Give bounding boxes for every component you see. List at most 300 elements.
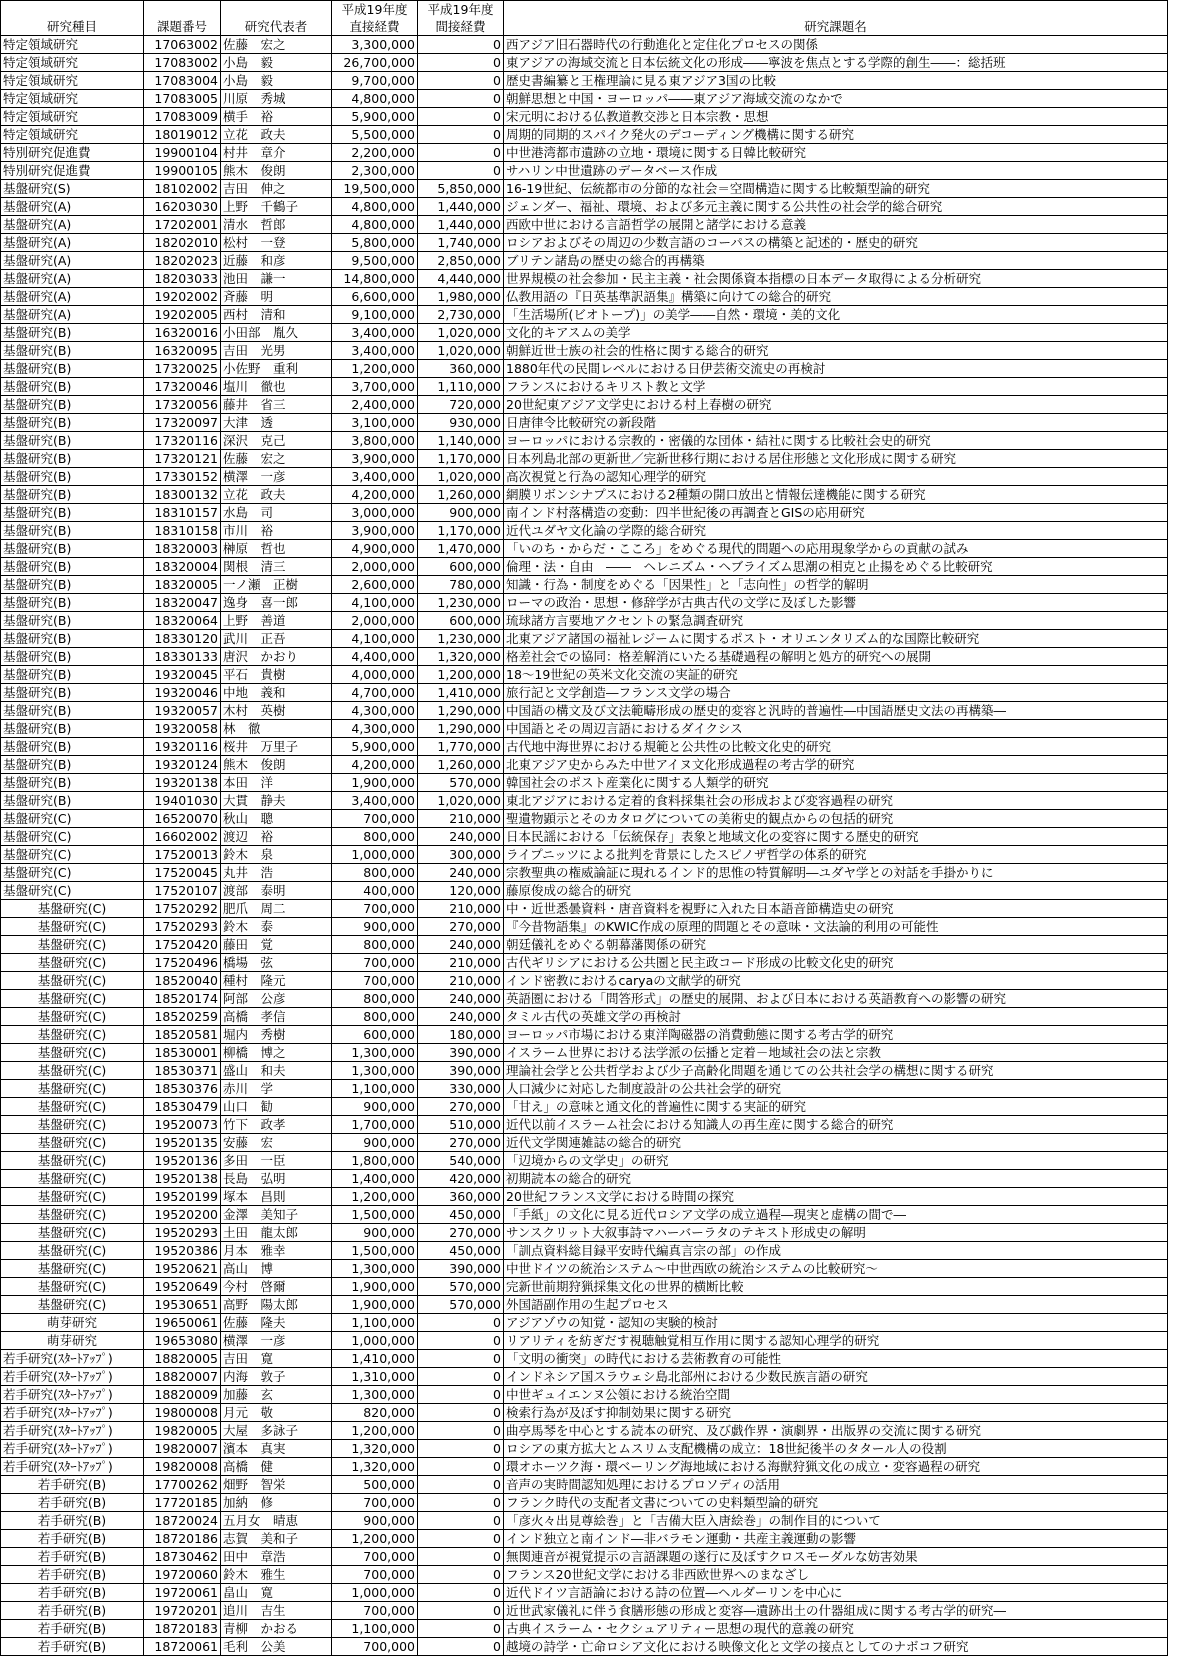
- direct-cost-cell: 1,700,000: [332, 1116, 418, 1134]
- pi-cell: 青柳 かおる: [221, 1620, 332, 1638]
- direct-cost-cell: 1,800,000: [332, 1152, 418, 1170]
- code-cell: 17320121: [144, 450, 221, 468]
- table-row: [1, 1296, 1168, 1314]
- category-cell: 基盤研究(B): [1, 558, 144, 576]
- direct-cost-cell: 700,000: [332, 1548, 418, 1566]
- direct-cost-cell: 9,500,000: [332, 252, 418, 270]
- category-cell: 若手研究(ｽﾀｰﾄｱｯﾌﾟ): [1, 1350, 144, 1368]
- pi-cell: 佐藤 宏之: [221, 450, 332, 468]
- direct-cost-cell: 4,700,000: [332, 684, 418, 702]
- category-cell: 若手研究(B): [1, 1548, 144, 1566]
- pi-cell: 近藤 和彦: [221, 252, 332, 270]
- table-row: [1, 666, 1168, 684]
- indirect-cost-cell: 1,260,000: [418, 486, 504, 504]
- table-row: [1, 252, 1168, 270]
- category-cell: 基盤研究(C): [1, 1062, 144, 1080]
- table-row: [1, 306, 1168, 324]
- title-cell: ロシアおよびその周辺の少数言語のコーパスの構築と記述的・歴史的研究: [504, 234, 1168, 252]
- indirect-cost-cell: 270,000: [418, 1134, 504, 1152]
- indirect-cost-cell: 390,000: [418, 1044, 504, 1062]
- indirect-cost-cell: 510,000: [418, 1116, 504, 1134]
- code-cell: 18320004: [144, 558, 221, 576]
- title-cell: 16-19世紀、伝統都市の分節的な社会＝空間構造に関する比較類型論的研究: [504, 180, 1168, 198]
- table-row: [1, 558, 1168, 576]
- code-cell: 19820007: [144, 1440, 221, 1458]
- table-row: [1, 162, 1168, 180]
- direct-cost-cell: 700,000: [332, 1602, 418, 1620]
- category-cell: 基盤研究(C): [1, 1098, 144, 1116]
- table-row: [1, 108, 1168, 126]
- code-cell: 19520136: [144, 1152, 221, 1170]
- indirect-cost-cell: 0: [418, 1566, 504, 1584]
- table-row: [1, 774, 1168, 792]
- code-cell: 19520073: [144, 1116, 221, 1134]
- direct-cost-cell: 600,000: [332, 1026, 418, 1044]
- direct-cost-cell: 1,300,000: [332, 1062, 418, 1080]
- indirect-cost-cell: 930,000: [418, 414, 504, 432]
- table-row: [1, 414, 1168, 432]
- pi-cell: 盛山 和夫: [221, 1062, 332, 1080]
- title-cell: 20世紀フランス文学における時間の探究: [504, 1188, 1168, 1206]
- pi-cell: 肥爪 周二: [221, 900, 332, 918]
- indirect-cost-cell: 0: [418, 1548, 504, 1566]
- indirect-cost-cell: 210,000: [418, 972, 504, 990]
- category-cell: 基盤研究(C): [1, 846, 144, 864]
- indirect-cost-cell: 780,000: [418, 576, 504, 594]
- table-body: [1, 36, 1168, 1656]
- direct-cost-cell: 800,000: [332, 864, 418, 882]
- indirect-cost-cell: 240,000: [418, 990, 504, 1008]
- direct-cost-cell: 2,200,000: [332, 144, 418, 162]
- pi-cell: 多田 一臣: [221, 1152, 332, 1170]
- table-row: [1, 1566, 1168, 1584]
- pi-cell: 月元 敬: [221, 1404, 332, 1422]
- direct-cost-cell: 2,400,000: [332, 396, 418, 414]
- table-row: [1, 288, 1168, 306]
- direct-cost-cell: 3,700,000: [332, 378, 418, 396]
- code-cell: 16320095: [144, 342, 221, 360]
- category-cell: 若手研究(ｽﾀｰﾄｱｯﾌﾟ): [1, 1404, 144, 1422]
- direct-cost-cell: 800,000: [332, 828, 418, 846]
- pi-cell: 畠山 寛: [221, 1584, 332, 1602]
- title-cell: 近代以前イスラーム社会における知識人の再生産に関する総合的研究: [504, 1116, 1168, 1134]
- pi-cell: 小島 毅: [221, 72, 332, 90]
- category-cell: 若手研究(B): [1, 1494, 144, 1512]
- pi-cell: 大津 透: [221, 414, 332, 432]
- header-row-1: [1, 1, 1168, 19]
- table-row: [1, 1440, 1168, 1458]
- category-cell: 若手研究(ｽﾀｰﾄｱｯﾌﾟ): [1, 1458, 144, 1476]
- indirect-cost-cell: 210,000: [418, 900, 504, 918]
- code-cell: 19520386: [144, 1242, 221, 1260]
- code-cell: 19530651: [144, 1296, 221, 1314]
- header-code-top: [144, 1, 221, 19]
- indirect-cost-cell: 0: [418, 1332, 504, 1350]
- direct-cost-cell: 700,000: [332, 900, 418, 918]
- title-cell: ライプニッツによる批判を背景にしたスピノザ哲学の体系的研究: [504, 846, 1168, 864]
- code-cell: 19202002: [144, 288, 221, 306]
- table-row: [1, 810, 1168, 828]
- table-row: [1, 522, 1168, 540]
- title-cell: 古典イスラーム・セクシュアリティー思想の現代的意義の研究: [504, 1620, 1168, 1638]
- pi-cell: 唐沢 かおり: [221, 648, 332, 666]
- category-cell: 基盤研究(B): [1, 594, 144, 612]
- direct-cost-cell: 5,900,000: [332, 108, 418, 126]
- indirect-cost-cell: 0: [418, 1602, 504, 1620]
- code-cell: 17520292: [144, 900, 221, 918]
- title-cell: 20世紀東アジア文学史における村上春樹の研究: [504, 396, 1168, 414]
- table-row: [1, 180, 1168, 198]
- category-cell: 基盤研究(B): [1, 378, 144, 396]
- code-cell: 18202010: [144, 234, 221, 252]
- category-cell: 基盤研究(B): [1, 738, 144, 756]
- direct-cost-cell: 5,800,000: [332, 234, 418, 252]
- code-cell: 18310157: [144, 504, 221, 522]
- category-cell: 基盤研究(B): [1, 666, 144, 684]
- table-row: [1, 54, 1168, 72]
- table-row: [1, 126, 1168, 144]
- indirect-cost-cell: 0: [418, 1638, 504, 1656]
- indirect-cost-cell: 1,140,000: [418, 432, 504, 450]
- indirect-cost-cell: 1,320,000: [418, 648, 504, 666]
- title-cell: ローマの政治・思想・修辞学が古典古代の文学に及ぼした影響: [504, 594, 1168, 612]
- direct-cost-cell: 26,700,000: [332, 54, 418, 72]
- category-cell: 基盤研究(B): [1, 720, 144, 738]
- pi-cell: 吉田 寛: [221, 1350, 332, 1368]
- pi-cell: 榊原 哲也: [221, 540, 332, 558]
- pi-cell: 池田 謙一: [221, 270, 332, 288]
- table-row: [1, 72, 1168, 90]
- title-cell: 環オホーツク海・環ベーリング海地域における海獣狩猟文化の成立・変容過程の研究: [504, 1458, 1168, 1476]
- pi-cell: 木村 英樹: [221, 702, 332, 720]
- title-cell: 古代地中海世界における規範と公共性の比較文化史的研究: [504, 738, 1168, 756]
- code-cell: 19520621: [144, 1260, 221, 1278]
- code-cell: 17320046: [144, 378, 221, 396]
- category-cell: 基盤研究(C): [1, 1134, 144, 1152]
- code-cell: 17320025: [144, 360, 221, 378]
- pi-cell: 柳橋 博之: [221, 1044, 332, 1062]
- table-row: [1, 1458, 1168, 1476]
- code-cell: 18530371: [144, 1062, 221, 1080]
- indirect-cost-cell: 300,000: [418, 846, 504, 864]
- direct-cost-cell: 3,800,000: [332, 432, 418, 450]
- category-cell: 基盤研究(B): [1, 576, 144, 594]
- category-cell: 基盤研究(C): [1, 1206, 144, 1224]
- code-cell: 19800008: [144, 1404, 221, 1422]
- pi-cell: 追川 吉生: [221, 1602, 332, 1620]
- table-row: [1, 198, 1168, 216]
- indirect-cost-cell: 120,000: [418, 882, 504, 900]
- pi-cell: 長島 弘明: [221, 1170, 332, 1188]
- pi-cell: 林 徹: [221, 720, 332, 738]
- indirect-cost-cell: 0: [418, 1476, 504, 1494]
- category-cell: 基盤研究(C): [1, 1296, 144, 1314]
- code-cell: 19520200: [144, 1206, 221, 1224]
- table-row: [1, 234, 1168, 252]
- pi-cell: 横澤 一彦: [221, 468, 332, 486]
- title-cell: 近代ドイツ言語論における詩の位置―ヘルダーリンを中心に: [504, 1584, 1168, 1602]
- direct-cost-cell: 1,310,000: [332, 1368, 418, 1386]
- indirect-cost-cell: 570,000: [418, 1296, 504, 1314]
- direct-cost-cell: 14,800,000: [332, 270, 418, 288]
- pi-cell: 鈴木 雅生: [221, 1566, 332, 1584]
- title-cell: 歴史書編纂と王権理論に見る東アジア3国の比較: [504, 72, 1168, 90]
- category-cell: 基盤研究(C): [1, 990, 144, 1008]
- indirect-cost-cell: 0: [418, 1512, 504, 1530]
- title-cell: 越境の詩学・亡命ロシア文化における映像文化と文学の接点としてのナボコフ研究: [504, 1638, 1168, 1656]
- pi-cell: 渡辺 裕: [221, 828, 332, 846]
- title-cell: 日本民謡における「伝統保存」表象と地域文化の変容に関する歴史的研究: [504, 828, 1168, 846]
- direct-cost-cell: 1,900,000: [332, 1296, 418, 1314]
- pi-cell: 畑野 智栄: [221, 1476, 332, 1494]
- code-cell: 18203033: [144, 270, 221, 288]
- indirect-cost-cell: 360,000: [418, 360, 504, 378]
- title-cell: 音声の実時間認知処理におけるプロソディの活用: [504, 1476, 1168, 1494]
- pi-cell: 月本 雅幸: [221, 1242, 332, 1260]
- table-row: [1, 216, 1168, 234]
- code-cell: 19401030: [144, 792, 221, 810]
- code-cell: 19720061: [144, 1584, 221, 1602]
- pi-cell: 安藤 宏: [221, 1134, 332, 1152]
- table-row: [1, 720, 1168, 738]
- category-cell: 萌芽研究: [1, 1314, 144, 1332]
- indirect-cost-cell: 1,440,000: [418, 216, 504, 234]
- category-cell: 基盤研究(B): [1, 396, 144, 414]
- category-cell: 基盤研究(C): [1, 1152, 144, 1170]
- title-cell: 1880年代の民間レベルにおける日伊芸術交流史の再検討: [504, 360, 1168, 378]
- category-cell: 基盤研究(B): [1, 774, 144, 792]
- pi-cell: 小島 毅: [221, 54, 332, 72]
- code-cell: 17083009: [144, 108, 221, 126]
- code-cell: 18520174: [144, 990, 221, 1008]
- table-row: [1, 864, 1168, 882]
- category-cell: 基盤研究(C): [1, 1224, 144, 1242]
- category-cell: 若手研究(B): [1, 1512, 144, 1530]
- indirect-cost-cell: 360,000: [418, 1188, 504, 1206]
- pi-cell: 金澤 美知子: [221, 1206, 332, 1224]
- indirect-cost-cell: 1,230,000: [418, 594, 504, 612]
- table-row: [1, 36, 1168, 54]
- indirect-cost-cell: 390,000: [418, 1260, 504, 1278]
- category-cell: 特定領域研究: [1, 54, 144, 72]
- indirect-cost-cell: 450,000: [418, 1206, 504, 1224]
- table-row: [1, 1008, 1168, 1026]
- table-row: [1, 450, 1168, 468]
- title-cell: 藤原俊成の総合的研究: [504, 882, 1168, 900]
- table-row: [1, 648, 1168, 666]
- category-cell: 基盤研究(B): [1, 540, 144, 558]
- direct-cost-cell: 700,000: [332, 972, 418, 990]
- direct-cost-cell: 1,320,000: [332, 1440, 418, 1458]
- pi-cell: 熊木 俊朗: [221, 756, 332, 774]
- table-row: [1, 1602, 1168, 1620]
- direct-cost-cell: 1,000,000: [332, 846, 418, 864]
- table-row: [1, 684, 1168, 702]
- pi-cell: 塩川 徹也: [221, 378, 332, 396]
- title-cell: 朝鮮近世士族の社会的性格に関する総合的研究: [504, 342, 1168, 360]
- indirect-cost-cell: 0: [418, 54, 504, 72]
- direct-cost-cell: 4,000,000: [332, 666, 418, 684]
- category-cell: 基盤研究(C): [1, 900, 144, 918]
- category-cell: 基盤研究(B): [1, 684, 144, 702]
- direct-cost-cell: 3,100,000: [332, 414, 418, 432]
- category-cell: 若手研究(B): [1, 1476, 144, 1494]
- title-cell: 世界規模の社会参加・民主主義・社会関係資本指標の日本データ取得による分析研究: [504, 270, 1168, 288]
- category-cell: 若手研究(ｽﾀｰﾄｱｯﾌﾟ): [1, 1386, 144, 1404]
- direct-cost-cell: 4,300,000: [332, 702, 418, 720]
- pi-cell: 橋場 弦: [221, 954, 332, 972]
- pi-cell: 丸井 浩: [221, 864, 332, 882]
- code-cell: 18520259: [144, 1008, 221, 1026]
- pi-cell: 堀内 秀樹: [221, 1026, 332, 1044]
- indirect-cost-cell: 1,440,000: [418, 198, 504, 216]
- pi-cell: 西村 清和: [221, 306, 332, 324]
- category-cell: 基盤研究(A): [1, 270, 144, 288]
- direct-cost-cell: 3,000,000: [332, 504, 418, 522]
- table-row: [1, 1044, 1168, 1062]
- category-cell: 基盤研究(B): [1, 360, 144, 378]
- category-cell: 若手研究(B): [1, 1530, 144, 1548]
- pi-cell: 村井 章介: [221, 144, 332, 162]
- pi-cell: 塚本 昌則: [221, 1188, 332, 1206]
- direct-cost-cell: 5,500,000: [332, 126, 418, 144]
- category-cell: 基盤研究(C): [1, 936, 144, 954]
- category-cell: 若手研究(B): [1, 1602, 144, 1620]
- header-indirect-line1: 平成19年度: [418, 1, 504, 19]
- code-cell: 19520138: [144, 1170, 221, 1188]
- title-cell: 「手紙」の文化に見る近代ロシア文学の成立過程―現実と虚構の間で―: [504, 1206, 1168, 1224]
- table-row: [1, 1278, 1168, 1296]
- code-cell: 18720183: [144, 1620, 221, 1638]
- pi-cell: 本田 洋: [221, 774, 332, 792]
- title-cell: ヨーロッパ市場における東洋陶磁器の消費動態に関する考古学的研究: [504, 1026, 1168, 1044]
- code-cell: 17083002: [144, 54, 221, 72]
- code-cell: 18320003: [144, 540, 221, 558]
- code-cell: 17520013: [144, 846, 221, 864]
- title-cell: 北東アジア諸国の福祉レジームに関するポスト・オリエンタリズム的な国際比較研究: [504, 630, 1168, 648]
- indirect-cost-cell: 570,000: [418, 1278, 504, 1296]
- indirect-cost-cell: 390,000: [418, 1062, 504, 1080]
- header-direct-line1: 平成19年度: [332, 1, 418, 19]
- table-row: [1, 792, 1168, 810]
- category-cell: 基盤研究(A): [1, 216, 144, 234]
- pi-cell: 川原 秀城: [221, 90, 332, 108]
- title-cell: サハリン中世遺跡のデータベース作成: [504, 162, 1168, 180]
- direct-cost-cell: 900,000: [332, 1512, 418, 1530]
- pi-cell: 立花 政夫: [221, 126, 332, 144]
- direct-cost-cell: 1,300,000: [332, 1386, 418, 1404]
- table-row: [1, 1584, 1168, 1602]
- code-cell: 18320005: [144, 576, 221, 594]
- code-cell: 17083005: [144, 90, 221, 108]
- direct-cost-cell: 1,200,000: [332, 1422, 418, 1440]
- pi-cell: 毛利 公美: [221, 1638, 332, 1656]
- direct-cost-cell: 900,000: [332, 1098, 418, 1116]
- pi-cell: 平石 貴樹: [221, 666, 332, 684]
- direct-cost-cell: 700,000: [332, 1494, 418, 1512]
- indirect-cost-cell: 240,000: [418, 1008, 504, 1026]
- indirect-cost-cell: 210,000: [418, 954, 504, 972]
- pi-cell: 中地 義和: [221, 684, 332, 702]
- indirect-cost-cell: 570,000: [418, 774, 504, 792]
- direct-cost-cell: 1,500,000: [332, 1206, 418, 1224]
- code-cell: 19320116: [144, 738, 221, 756]
- title-cell: 完新世前期狩猟採集文化の世界的横断比較: [504, 1278, 1168, 1296]
- direct-cost-cell: 1,300,000: [332, 1044, 418, 1062]
- title-cell: 西欧中世における言語哲学の展開と諸学における意義: [504, 216, 1168, 234]
- indirect-cost-cell: 0: [418, 1350, 504, 1368]
- indirect-cost-cell: 0: [418, 1494, 504, 1512]
- indirect-cost-cell: 180,000: [418, 1026, 504, 1044]
- direct-cost-cell: 4,100,000: [332, 630, 418, 648]
- code-cell: 19820008: [144, 1458, 221, 1476]
- direct-cost-cell: 900,000: [332, 918, 418, 936]
- direct-cost-cell: 4,800,000: [332, 198, 418, 216]
- title-cell: 中世ギュイエンヌ公領における統治空間: [504, 1386, 1168, 1404]
- direct-cost-cell: 9,100,000: [332, 306, 418, 324]
- indirect-cost-cell: 0: [418, 126, 504, 144]
- pi-cell: 種村 隆元: [221, 972, 332, 990]
- direct-cost-cell: 1,300,000: [332, 1260, 418, 1278]
- indirect-cost-cell: 1,230,000: [418, 630, 504, 648]
- direct-cost-cell: 500,000: [332, 1476, 418, 1494]
- indirect-cost-cell: 0: [418, 1620, 504, 1638]
- title-cell: アジアゾウの知覚・認知の実験的検討: [504, 1314, 1168, 1332]
- code-cell: 19900104: [144, 144, 221, 162]
- category-cell: 基盤研究(C): [1, 954, 144, 972]
- category-cell: 基盤研究(C): [1, 810, 144, 828]
- title-cell: 「彦火々出見尊絵巻」と「吉備大臣入唐絵巻」の制作目的について: [504, 1512, 1168, 1530]
- title-cell: 朝鮮思想と中国・ヨーロッパ――東アジア海域交流のなかで: [504, 90, 1168, 108]
- table-row: [1, 972, 1168, 990]
- code-cell: 19520649: [144, 1278, 221, 1296]
- table-row: [1, 1638, 1168, 1656]
- pi-cell: 鈴木 泰: [221, 918, 332, 936]
- indirect-cost-cell: 210,000: [418, 810, 504, 828]
- indirect-cost-cell: 240,000: [418, 936, 504, 954]
- table-row: [1, 1026, 1168, 1044]
- direct-cost-cell: 1,000,000: [332, 1332, 418, 1350]
- title-cell: 人口減少に対応した制度設計の公共社会学的研究: [504, 1080, 1168, 1098]
- pi-cell: 一ノ瀬 正樹: [221, 576, 332, 594]
- indirect-cost-cell: 0: [418, 72, 504, 90]
- direct-cost-cell: 1,500,000: [332, 1242, 418, 1260]
- category-cell: 基盤研究(C): [1, 1188, 144, 1206]
- table-row: [1, 1134, 1168, 1152]
- pi-cell: 田中 章浩: [221, 1548, 332, 1566]
- code-cell: 17720185: [144, 1494, 221, 1512]
- pi-cell: 鈴木 泉: [221, 846, 332, 864]
- code-cell: 19820005: [144, 1422, 221, 1440]
- category-cell: 若手研究(B): [1, 1566, 144, 1584]
- title-cell: 東北アジアにおける定着的食料採集社会の形成および変容過程の研究: [504, 792, 1168, 810]
- table-row: [1, 486, 1168, 504]
- table-row: [1, 918, 1168, 936]
- table-row: [1, 1494, 1168, 1512]
- indirect-cost-cell: 240,000: [418, 828, 504, 846]
- category-cell: 若手研究(ｽﾀｰﾄｱｯﾌﾟ): [1, 1440, 144, 1458]
- header-indirect-line2: 間接経費: [418, 18, 504, 36]
- indirect-cost-cell: 270,000: [418, 1098, 504, 1116]
- pi-cell: 深沢 克己: [221, 432, 332, 450]
- title-cell: ヨーロッパにおける宗教的・密儀的な団体・結社に関する比較社会史的研究: [504, 432, 1168, 450]
- code-cell: 16602002: [144, 828, 221, 846]
- title-cell: インド密教におけるcaryaの文献学的研究: [504, 972, 1168, 990]
- code-cell: 18530376: [144, 1080, 221, 1098]
- code-cell: 17520293: [144, 918, 221, 936]
- title-cell: 「いのち・からだ・こころ」をめぐる現代的問題への応用現象学からの貢献の試み: [504, 540, 1168, 558]
- code-cell: 19520199: [144, 1188, 221, 1206]
